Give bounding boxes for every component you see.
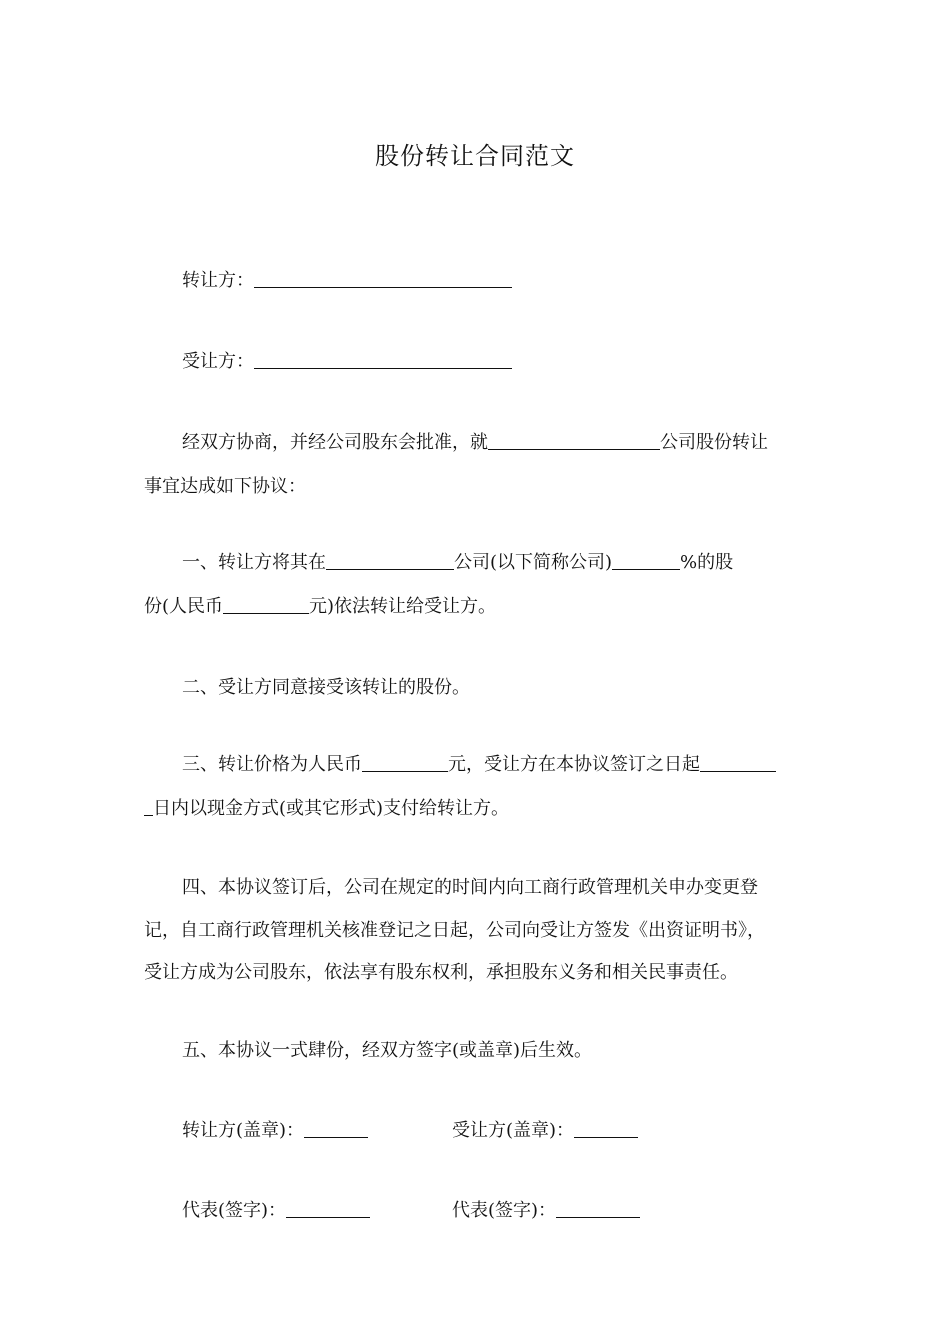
clause1-line-1 xyxy=(182,548,846,574)
transferee-seal-line xyxy=(452,1116,638,1142)
clause1-company-blank[interactable] xyxy=(326,550,454,570)
clause4-line-3 xyxy=(144,958,808,984)
rep-left-label: 代表(签字)： xyxy=(182,1200,287,1221)
transferor-seal-blank[interactable] xyxy=(304,1118,368,1138)
transferee-seal-label: 受让方(盖章)： xyxy=(452,1120,575,1141)
clause1-text-2: 公司(以下简称公司) xyxy=(454,552,613,573)
rep-left-blank[interactable] xyxy=(286,1198,370,1218)
clause4-text-1: 四、本协议签订后，公司在规定的时间内向工商行政管理机关申办变更登 xyxy=(182,877,758,898)
transferee-label: 受让方： xyxy=(182,351,254,372)
transferor-seal-label: 转让方(盖章)： xyxy=(182,1120,305,1141)
rep-right-label: 代表(签字)： xyxy=(452,1200,557,1221)
intro-text-1: 经双方协商，并经公司股东会批准，就 xyxy=(182,432,488,453)
clause1-amount-blank[interactable] xyxy=(223,594,309,614)
clause1-text-4: 份(人民币 xyxy=(144,596,224,617)
clause1-text-3: %的股 xyxy=(680,552,734,573)
transferor-blank[interactable] xyxy=(254,268,512,288)
clause3-text-2: 元，受让方在本协议签订之日起 xyxy=(448,754,700,775)
clause4-text-2: 记，自工商行政管理机关核准登记之日起，公司向受让方签发《出资证明书》， xyxy=(144,920,765,941)
clause5-line xyxy=(182,1036,846,1062)
rep-right-blank[interactable] xyxy=(556,1198,640,1218)
clause2-line xyxy=(182,673,846,699)
clause1-line-2 xyxy=(144,592,808,618)
rep-left-line xyxy=(182,1196,370,1222)
clause4-line-2 xyxy=(144,916,808,942)
clause2-text: 二、受让方同意接受该转让的股份。 xyxy=(182,677,470,698)
clause1-text-1: 一、转让方将其在 xyxy=(182,552,326,573)
intro-text-3: 事宜达成如下协议： xyxy=(144,476,306,497)
transferor-line xyxy=(182,266,846,292)
intro-line-2 xyxy=(144,472,808,498)
clause3-line-1 xyxy=(182,750,846,776)
intro-line-1 xyxy=(182,428,846,454)
company-name-blank[interactable] xyxy=(488,430,660,450)
rep-right-line xyxy=(452,1196,640,1222)
transferor-seal-line xyxy=(182,1116,368,1142)
clause1-text-5: 元)依法转让给受让方。 xyxy=(309,596,497,617)
transferee-line xyxy=(182,347,846,373)
clause3-price-blank[interactable] xyxy=(362,752,448,772)
clause3-line-2 xyxy=(144,794,808,820)
clause3-days-blank[interactable] xyxy=(700,752,776,772)
transferee-blank[interactable] xyxy=(254,349,512,369)
clause3-text-1: 三、转让价格为人民币 xyxy=(182,754,362,775)
intro-text-2: 公司股份转让 xyxy=(660,432,768,453)
clause3-days-blank-cont[interactable] xyxy=(144,796,153,816)
clause3-text-3: 日内以现金方式(或其它形式)支付给转让方。 xyxy=(153,798,510,819)
clause5-text: 五、本协议一式肆份，经双方签字(或盖章)后生效。 xyxy=(182,1040,593,1061)
clause4-text-3: 受让方成为公司股东，依法享有股东权利，承担股东义务和相关民事责任。 xyxy=(144,962,738,983)
transferee-seal-blank[interactable] xyxy=(574,1118,638,1138)
clause4-line-1 xyxy=(182,873,846,899)
document-title: 股份转让合同范文 xyxy=(375,142,575,170)
clause1-percent-blank[interactable] xyxy=(612,550,680,570)
transferor-label: 转让方： xyxy=(182,270,254,291)
